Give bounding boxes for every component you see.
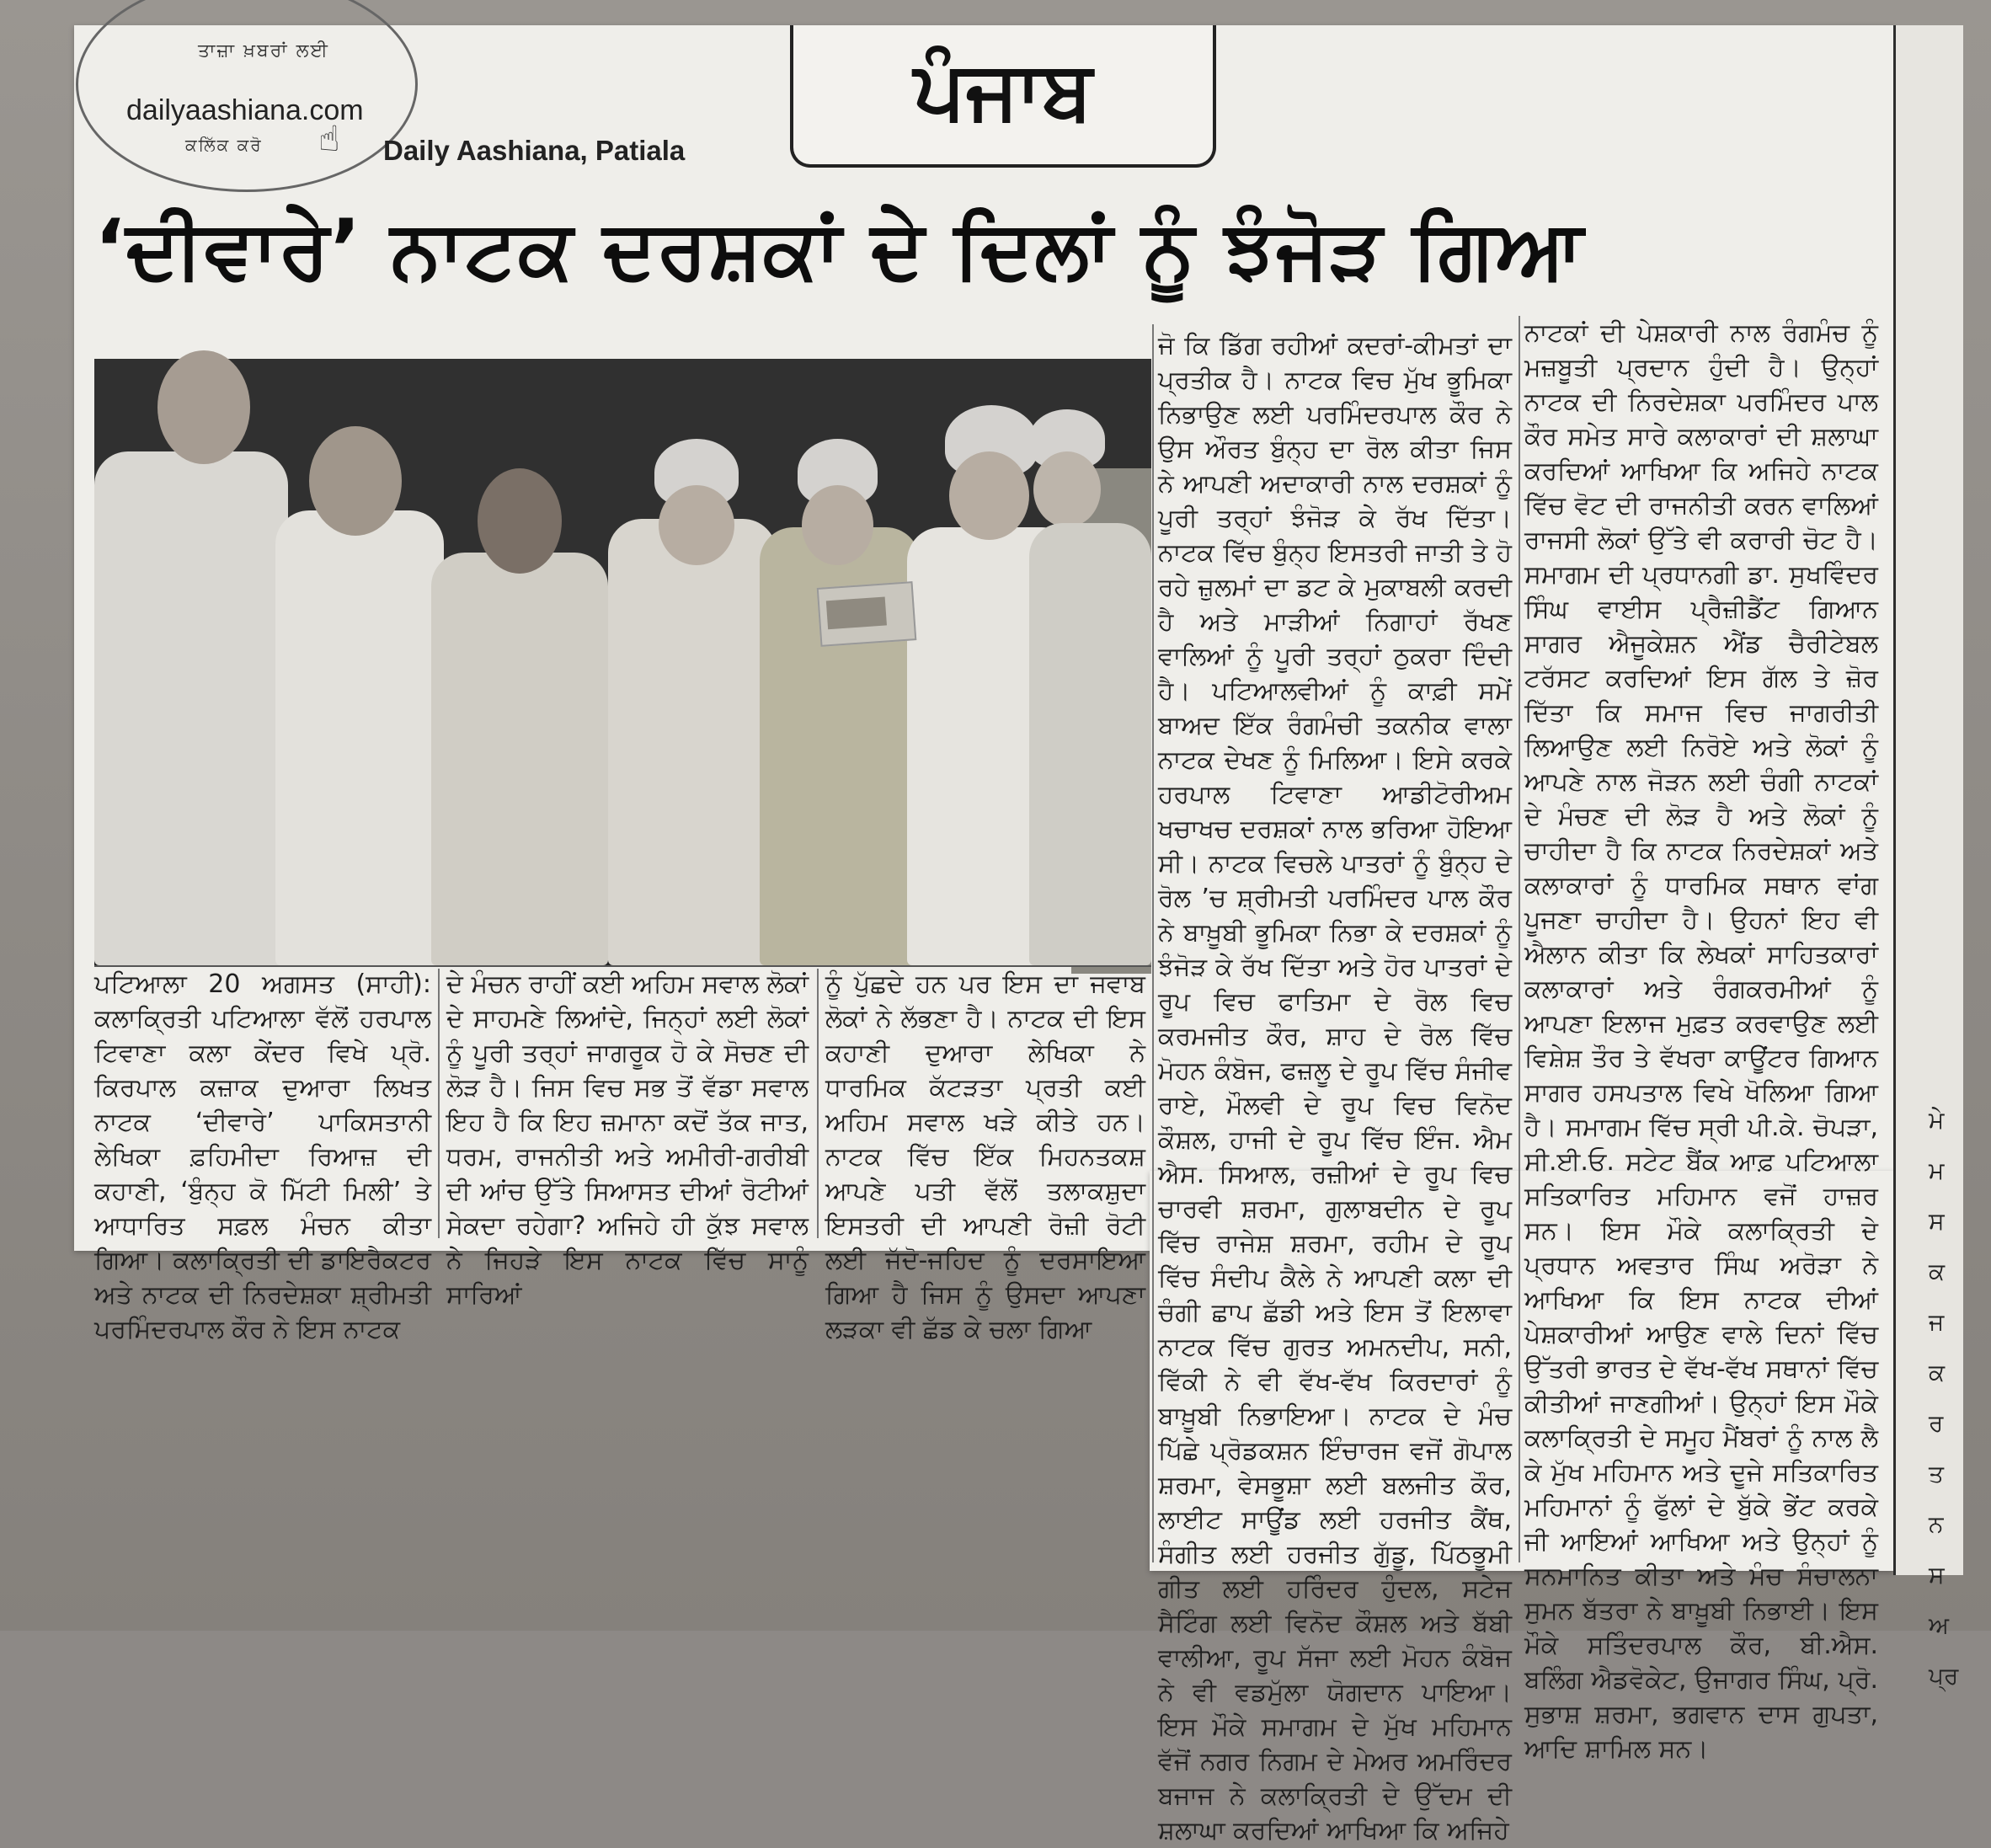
article-text: ਦੇ ਮੰਚਨ ਰਾਹੀਂ ਕਈ ਅਹਿਮ ਸਵਾਲ ਲੋਕਾਂ ਦੇ ਸਾਹਮਣੇ ਲਿਆਂਦੇ, ਜਿਨ੍ਹਾਂ ਲਈ ਲੋਕਾਂ ਨੂੰ ਪੂਰੀ ਤਰ੍ਹਾਂ ਜਾਗਰੂਕ ਹੋ ਕੇ ਸੋਚਣ ਦੀ ਲੋੜ ਹੈ। ਜਿਸ ਵਿਚ ਸਭ ਤੋਂ ਵੱਡਾ ਸਵਾਲ ਇਹ ਹੈ ਕਿ ਇਹ ਜ਼ਮਾਨਾ ਕਦੋਂ ਤੱਕ ਜਾਤ, ਧਰਮ, ਰਾਜਨੀਤੀ ਅਤੇ ਅਮੀਰੀ-ਗਰੀਬੀ ਦੀ ਆਂਚ ਉੱਤੇ ਸਿਆਸਤ ਦੀਆਂ ਰੋਟੀਆਂ ਸੇਕਦਾ ਰਹੇਗਾ? ਅਜਿਹੇ ਹੀ ਕੁੱਝ ਸਵਾਲ ਨੇ ਜਿਹੜੇ ਇਸ ਨਾਟਕ ਵਿੱਚ ਸਾਨੂੰ ਸਾਰਿਆਂ [446, 969, 809, 1310]
neighbour-letter: ਜ [1929, 1308, 1945, 1336]
photo-person-head [659, 485, 734, 565]
column-rule [1152, 324, 1154, 1562]
article-text: ਪਟਿਆਲਾ 20 ਅਗਸਤ (ਸਾਹੀ): ਕਲਾਕ੍ਰਿਤੀ ਪਟਿਆਲਾ ਵੱਲੋਂ ਹਰਪਾਲ ਟਿਵਾਣਾ ਕਲਾ ਕੇਂਦਰ ਵਿਖੇ ਪ੍ਰੋ. ਕਿਰਪਾਲ ਕਜ਼ਾਕ ਦੁਆਰਾ ਲਿਖਤ ਨਾਟਕ ‘ਦੀਵਾਰੇ’ ਪਾਕਿਸਤਾਨੀ ਲੇਖਿਕਾ ਫ਼ਹਿਮੀਦਾ ਰਿਆਜ਼ ਦੀ ਕਹਾਣੀ, ‘ਬੁੰਨ੍ਹ ਕੋ ਮਿੱਟੀ ਮਿਲੀ’ ਤੇ ਆਧਾਰਿਤ ਸਫ਼ਲ ਮੰਚਨ ਕੀਤਾ ਗਿਆ। ਕਲਾਕ੍ਰਿਤੀ ਦੀ ਡਾਇਰੈਕਟਰ ਅਤੇ ਨਾਟਕ ਦੀ ਨਿਰਦੇਸ਼ਕਾ ਸ਼੍ਰੀਮਤੀ ਪਰਮਿੰਦਰਪਾਲ ਕੌਰ ਨੇ ਇਸ ਨਾਟਕ [94, 969, 431, 1344]
article-column-3 [825, 967, 1145, 1344]
section-label: ਪੰਜਾਬ [914, 42, 1092, 137]
article-column-1 [94, 967, 431, 1344]
neighbour-letter: ਪ੍ਰ [1929, 1662, 1959, 1690]
article-text: ਜੋ ਕਿ ਡਿੱਗ ਰਹੀਆਂ ਕਦਰਾਂ-ਕੀਮਤਾਂ ਦਾ ਪ੍ਰਤੀਕ ਹੈ। ਨਾਟਕ ਵਿਚ ਮੁੱਖ ਭੂਮਿਕਾ ਨਿਭਾਉਣ ਲਈ ਪਰਮਿੰਦਰਪਾਲ ਕੌਰ ਨੇ ਉਸ ਔਰਤ ਬੁੰਨ੍ਹ ਦਾ ਰੋਲ ਕੀਤਾ ਜਿਸ ਨੇ ਆਪਣੀ ਅਦਾਕਾਰੀ ਨਾਲ ਦਰਸ਼ਕਾਂ ਨੂੰ ਪੂਰੀ ਤਰ੍ਹਾਂ ਝੰਜੋੜ ਕੇ ਰੱਖ ਦਿੱਤਾ। ਨਾਟਕ ਵਿੱਚ ਬੁੰਨ੍ਹ ਇਸਤਰੀ ਜਾਤੀ ਤੇ ਹੋ ਰਹੇ ਜ਼ੁਲਮਾਂ ਦਾ ਡਟ ਕੇ ਮੁਕਾਬਲੀ ਕਰਦੀ ਹੈ ਅਤੇ ਮਾੜੀਆਂ ਨਿਗਾਹਾਂ ਰੱਖਣ ਵਾਲਿਆਂ ਨੂੰ ਪੂਰੀ ਤਰ੍ਹਾਂ ਠੁਕਰਾ ਦਿੰਦੀ ਹੈ। ਪਟਿਆਲਵੀਆਂ ਨੂੰ ਕਾਫ਼ੀ ਸਮੇਂ ਬਾਅਦ ਇੱਕ ਰੰਗਮੰਚੀ ਤਕਨੀਕ ਵਾਲਾ ਨਾਟਕ ਦੇਖਣ ਨੂੰ ਮਿਲਿਆ। ਇਸੇ ਕਰਕੇ ਹਰਪਾਲ ਟਿਵਾਣਾ ਆਡੀਟੋਰੀਅਮ ਖਚਾਖਚ ਦਰਸ਼ਕਾਂ ਨਾਲ ਭਰਿਆ ਹੋਇਆ ਸੀ। ਨਾਟਕ ਵਿਚਲੇ ਪਾਤਰਾਂ ਨੂੰ ਬੁੰਨ੍ਹ ਦੇ ਰੋਲ ’ਚ ਸ਼੍ਰੀਮਤੀ ਪਰਮਿੰਦਰ ਪਾਲ ਕੌਰ ਨੇ ਬਾਖ਼ੂਬੀ ਭੂਮਿਕਾ ਨਿਭਾ ਕੇ ਦਰਸ਼ਕਾਂ ਨੂੰ ਝੰਜੋੜ ਕੇ ਰੱਖ ਦਿੱਤਾ ਅਤੇ ਹੋਰ ਪਾਤਰਾਂ ਦੇ ਰੂਪ ਵਿਚ ਫਾਤਿਮਾ ਦੇ ਰੋਲ ਵਿਚ ਕਰਮਜੀਤ ਕੌਰ, ਸ਼ਾਹ ਦੇ ਰੋਲ ਵਿੱਚ ਮੋਹਨ ਕੰਬੋਜ, ਫਜ਼ਲੂ ਦੇ ਰੂਪ ਵਿੱਚ ਸੰਜੀਵ ਰਾਏ, ਮੌਲਵੀ ਦੇ ਰੂਪ ਵਿਚ ਵਿਨੋਦ ਕੌਸ਼ਲ, ਹਾਜੀ ਦੇ ਰੂਪ ਵਿੱਚ ਇੰਜ. ਐਮ ਐਸ. ਸਿਆਲ, ਰਜ਼ੀਆਂ ਦੇ ਰੂਪ ਵਿਚ ਚਾਰਵੀ ਸ਼ਰਮਾ, ਗੁਲਾਬਦੀਨ ਦੇ ਰੂਪ ਵਿੱਚ ਰਾਜੇਸ਼ ਸ਼ਰਮਾ, ਰਹੀਮ ਦੇ ਰੂਪ ਵਿੱਚ ਸੰਦੀਪ ਕੈਲੇ ਨੇ ਆਪਣੀ ਕਲਾ ਦੀ ਚੰਗੀ ਛਾਪ ਛੱਡੀ ਅਤੇ ਇਸ ਤੋਂ ਇਲਾਵਾ ਨਾਟਕ ਵਿੱਚ ਗੁਰਤ ਅਮਨਦੀਪ, ਸਨੀ, ਵਿੱਕੀ ਨੇ ਵੀ ਵੱਖ-ਵੱਖ ਕਿਰਦਾਰਾਂ ਨੂੰ ਬਾਖ਼ੂਬੀ ਨਿਭਾਇਆ। ਨਾਟਕ ਦੇ ਮੰਚ ਪਿੱਛੇ ਪ੍ਰੋਡਕਸ਼ਨ ਇੰਚਾਰਜ ਵਜੋਂ ਗੋਪਾਲ ਸ਼ਰਮਾ, ਵੇਸਭੂਸ਼ਾ ਲਈ ਬਲਜੀਤ ਕੌਰ, ਲਾਈਟ ਸਾਊਂਡ ਲਈ ਹਰਜੀਤ ਕੈਂਥ, ਸੰਗੀਤ ਲਈ ਹਰਜੀਤ ਗੁੱਡੂ, ਪਿੱਠਭੂਮੀ ਗੀਤ ਲਈ ਹਰਿੰਦਰ ਹੁੰਦਲ, ਸਟੇਜ ਸੈਟਿੰਗ ਲਈ ਵਿਨੋਦ ਕੌਸ਼ਲ ਅਤੇ ਬੱਬੀ ਵਾਲੀਆ, ਰੂਪ ਸੱਜਾ ਲਈ ਮੋਹਨ ਕੰਬੋਜ ਨੇ ਵੀ ਵਡਮੁੱਲਾ ਯੋਗਦਾਨ ਪਾਇਆ। ਇਸ ਮੌਕੇ ਸਮਾਗਮ ਦੇ ਮੁੱਖ ਮਹਿਮਾਨ ਵੱਜੋਂ ਨਗਰ ਨਿਗਮ ਦੇ ਮੇਅਰ ਅਮਰਿੰਦਰ ਬਜਾਜ ਨੇ ਕਲਾਕ੍ਰਿਤੀ ਦੇ ਉੱਦਮ ਦੀ ਸ਼ਲਾਘਾ ਕਰਦਿਆਂ ਆਖਿਆ ਕਿ ਅਜਿਹੇ [1158, 331, 1512, 1845]
article-column-5 [1524, 316, 1878, 1764]
logo-tagline-top: ਤਾਜ਼ਾ ਖ਼ਬਰਾਂ ਲਈ [198, 40, 329, 61]
article-text: ਨਾਟਕਾਂ ਦੀ ਪੇਸ਼ਕਾਰੀ ਨਾਲ ਰੰਗਮੰਚ ਨੂੰ ਮਜ਼ਬੂਤੀ ਪ੍ਰਦਾਨ ਹੁੰਦੀ ਹੈ। ਉਨ੍ਹਾਂ ਨਾਟਕ ਦੀ ਨਿਰਦੇਸ਼ਕਾ ਪਰਮਿੰਦਰ ਪਾਲ ਕੌਰ ਸਮੇਤ ਸਾਰੇ ਕਲਾਕਾਰਾਂ ਦੀ ਸ਼ਲਾਘਾ ਕਰਦਿਆਂ ਆਖਿਆ ਕਿ ਅਜਿਹੇ ਨਾਟਕ ਵਿੱਚ ਵੋਟ ਦੀ ਰਾਜਨੀਤੀ ਕਰਨ ਵਾਲਿਆਂ ਰਾਜਸੀ ਲੋਕਾਂ ਉੱਤੇ ਵੀ ਕਰਾਰੀ ਚੋਟ ਹੈ। ਸਮਾਗਮ ਦੀ ਪ੍ਰਧਾਨਗੀ ਡਾ. ਸੁਖਵਿੰਦਰ ਸਿੰਘ ਵਾਈਸ ਪ੍ਰੈਜ਼ੀਡੈਂਟ ਗਿਆਨ ਸਾਗਰ ਐਜੂਕੇਸ਼ਨ ਐਂਡ ਚੈਰੀਟੇਬਲ ਟਰੱਸਟ ਕਰਦਿਆਂ ਇਸ ਗੱਲ ਤੇ ਜ਼ੋਰ ਦਿੱਤਾ ਕਿ ਸਮਾਜ ਵਿਚ ਜਾਗਰੀਤੀ ਲਿਆਉਣ ਲਈ ਨਿਰੋਏ ਅਤੇ ਲੋਕਾਂ ਨੂੰ ਆਪਣੇ ਨਾਲ ਜੋੜਨ ਲਈ ਚੰਗੀ ਨਾਟਕਾਂ ਦੇ ਮੰਚਣ ਦੀ ਲੋੜ ਹੈ ਅਤੇ ਲੋਕਾਂ ਨੂੰ ਚਾਹੀਦਾ ਹੈ ਕਿ ਨਾਟਕ ਨਿਰਦੇਸ਼ਕਾਂ ਅਤੇ ਕਲਾਕਾਰਾਂ ਨੂੰ ਧਾਰਮਿਕ ਸਥਾਨ ਵਾਂਗ ਪੂਜਣਾ ਚਾਹੀਦਾ ਹੈ। ਉਹਨਾਂ ਇਹ ਵੀ ਐਲਾਨ ਕੀਤਾ ਕਿ ਲੇਖਕਾਂ ਸਾਹਿਤਕਾਰਾਂ ਕਲਾਕਾਰਾਂ ਅਤੇ ਰੰਗਕਰਮੀਆਂ ਨੂੰ ਆਪਣਾ ਇਲਾਜ ਮੁਫ਼ਤ ਕਰਵਾਉਣ ਲਈ ਵਿਸ਼ੇਸ਼ ਤੌਰ ਤੇ ਵੱਖਰਾ ਕਾਊਂਟਰ ਗਿਆਨ ਸਾਗਰ ਹਸਪਤਾਲ ਵਿਖੇ ਖੋਲਿਆ ਗਿਆ ਹੈ। ਸਮਾਗਮ ਵਿੱਚ ਸ੍ਰੀ ਪੀ.ਕੇ. ਚੋਪੜਾ, ਸੀ.ਈ.ਓ. ਸਟੇਟ ਬੈਂਕ ਆਫ਼ ਪਟਿਆਲਾ ਸਤਿਕਾਰਿਤ ਮਹਿਮਾਨ ਵਜੋਂ ਹਾਜ਼ਰ ਸਨ। ਇਸ ਮੌਕੇ ਕਲਾਕ੍ਰਿਤੀ ਦੇ ਪ੍ਰਧਾਨ ਅਵਤਾਰ ਸਿੰਘ ਅਰੋੜਾ ਨੇ ਆਖਿਆ ਕਿ ਇਸ ਨਾਟਕ ਦੀਆਂ ਪੇਸ਼ਕਾਰੀਆਂ ਆਉਣ ਵਾਲੇ ਦਿਨਾਂ ਵਿੱਚ ਉੱਤਰੀ ਭਾਰਤ ਦੇ ਵੱਖ-ਵੱਖ ਸਥਾਨਾਂ ਵਿੱਚ ਕੀਤੀਆਂ ਜਾਣਗੀਆਂ। ਉਨ੍ਹਾਂ ਇਸ ਮੌਕੇ ਕਲਾਕ੍ਰਿਤੀ ਦੇ ਸਮੂਹ ਮੈਂਬਰਾਂ ਨੂੰ ਨਾਲ ਲੈ ਕੇ ਮੁੱਖ ਮਹਿਮਾਨ ਅਤੇ ਦੂਜੇ ਸਤਿਕਾਰਿਤ ਮਹਿਮਾਨਾਂ ਨੂੰ ਫੁੱਲਾਂ ਦੇ ਬੁੱਕੇ ਭੇਂਟ ਕਰਕੇ ਜੀ ਆਇਆਂ ਆਖਿਆ ਅਤੇ ਉਨ੍ਹਾਂ ਨੂੰ ਸਨਮਾਨਿਤ ਕੀਤਾ ਅਤੇ ਮੰਚ ਸੰਚਾਲਨਾ ਸੁਮਨ ਬੱਤਰਾ ਨੇ ਬਾਖ਼ੂਬੀ ਨਿਭਾਈ। ਇਸ ਮੌਕੇ ਸਤਿੰਦਰਪਾਲ ਕੌਰ, ਬੀ.ਐਸ. ਬਲਿੰਗ ਐਡਵੋਕੇਟ, ਉਜਾਗਰ ਸਿੰਘ, ਪ੍ਰੋ. ਸੁਭਾਸ਼ ਸ਼ਰਮਾ, ਭਗਵਾਨ ਦਾਸ ਗੁਪਤਾ, ਆਦਿ ਸ਼ਾਮਿਲ ਸਨ। [1524, 318, 1878, 1764]
neighbour-letter: ਸ [1929, 1207, 1945, 1235]
column-rule [817, 969, 819, 1238]
book-cover [826, 596, 887, 629]
headline: ‘ਦੀਵਾਰੇ’ ਨਾਟਕ ਦਰਸ਼ਕਾਂ ਦੇ ਦਿਲਾਂ ਨੂੰ ਝੰਜੋੜ ਗਿਆ [94, 202, 1584, 296]
column-rule [438, 969, 440, 1238]
neighbour-clipping-text [1929, 1095, 1959, 1701]
neighbour-letter: ਅ [1929, 1611, 1950, 1639]
column-rule [1519, 316, 1520, 1562]
neighbour-letter: ਕ [1929, 1258, 1946, 1285]
neighbour-letter: ਕ [1929, 1359, 1946, 1386]
photo-person-head [802, 485, 873, 565]
section-banner [790, 25, 1216, 168]
neighbour-letter: ਮੇ [1929, 1106, 1945, 1134]
photo-person-head [157, 350, 250, 464]
neighbour-letter: ਨ [1929, 1510, 1944, 1538]
photo-person [94, 451, 288, 965]
photo-person [1029, 523, 1151, 965]
neighbour-letter: ਸ [1929, 1561, 1945, 1589]
neighbour-letter: ਤ [1929, 1460, 1944, 1487]
neighbour-letter: ਮ [1929, 1156, 1945, 1184]
photo-person [431, 553, 608, 965]
pointing-hand-icon: ☝ [318, 118, 340, 159]
photo-person-head [1033, 451, 1101, 527]
photo-book [817, 581, 917, 647]
logo-tagline-bottom: ਕਲਿੱਕ ਕਰੋ [185, 135, 263, 155]
news-photo [94, 359, 1151, 965]
logo-website: dailyaashiana.com [126, 94, 364, 126]
photo-person [608, 519, 777, 965]
photo-person-head [478, 468, 562, 574]
photo-person-head [309, 426, 402, 536]
neighbour-letter: ਰ [1929, 1409, 1944, 1437]
article-column-4 [1158, 328, 1512, 1845]
newspaper-name: Daily Aashiana, Patiala [383, 135, 686, 166]
article-text: ਨੂੰ ਪੁੱਛਦੇ ਹਨ ਪਰ ਇਸ ਦਾ ਜਵਾਬ ਲੋਕਾਂ ਨੇ ਲੱਭਣਾ ਹੈ। ਨਾਟਕ ਦੀ ਇਸ ਕਹਾਣੀ ਦੁਆਰਾ ਲੇਖਿਕਾ ਨੇ ਧਾਰਮਿਕ ਕੱਟੜਤਾ ਪ੍ਰਤੀ ਕਈ ਅਹਿਮ ਸਵਾਲ ਖੜੇ ਕੀਤੇ ਹਨ। ਨਾਟਕ ਵਿੱਚ ਇੱਕ ਮਿਹਨਤਕਸ਼ ਆਪਣੇ ਪਤੀ ਵੱਲੋਂ ਤਲਾਕਸ਼ੁਦਾ ਇਸਤਰੀ ਦੀ ਆਪਣੀ ਰੋਜ਼ੀ ਰੋਟੀ ਲਈ ਜੱਦੋ-ਜਹਿਦ ਨੂੰ ਦਰਸਾਇਆ ਗਿਆ ਹੈ ਜਿਸ ਨੂੰ ਉਸਦਾ ਆਪਣਾ ਲੜਕਾ ਵੀ ਛੱਡ ਕੇ ਚਲਾ ਗਿਆ [825, 969, 1145, 1344]
article-column-2 [446, 967, 809, 1310]
photo-person [275, 510, 444, 965]
photo-person-head [949, 451, 1029, 540]
